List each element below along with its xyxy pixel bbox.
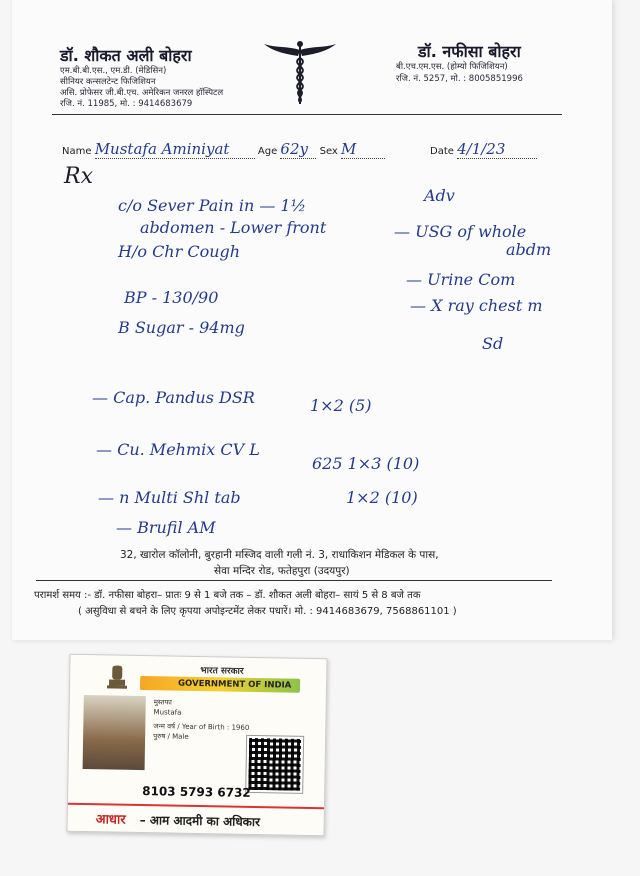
holder-name: Mustafa xyxy=(153,708,182,717)
advice-item: — X ray chest m xyxy=(410,296,543,315)
advice-heading: Adv xyxy=(424,186,455,205)
aadhaar-slogan: – आम आदमी का अधिकार xyxy=(139,813,261,830)
patient-age: 62y xyxy=(280,140,308,158)
medication-dose: 1×2 (5) xyxy=(310,396,372,415)
gov-hindi: भारत सरकार xyxy=(200,666,244,677)
right-doctor-reg: रजि. नं. 5257, मो. : 8005851996 xyxy=(396,74,523,84)
medication-name: — Cap. Pandus DSR xyxy=(92,388,255,407)
left-doctor-role: सीनियर कन्सलटेन्ट फिजिशियन xyxy=(60,77,156,87)
complaint-line: H/o Chr Cough xyxy=(118,242,241,261)
advice-item: abdm xyxy=(506,240,552,259)
medication-name: — Cu. Mehmix CV L xyxy=(96,440,260,459)
clinic-address-line2: सेवा मन्दिर रोड, फतेहपुरा (उदयपुर) xyxy=(214,565,350,577)
gov-english: GOVERNMENT OF INDIA xyxy=(177,678,292,691)
holder-yob: जन्म वर्ष / Year of Birth : 1960 xyxy=(153,722,250,732)
holder-gender: पुरुष / Male xyxy=(153,732,189,741)
visit-date: 4/1/23 xyxy=(457,140,506,158)
clinic-address-line1: 32, खारोल कॉलोनी, बुरहानी मस्जिद वाली गली नं. 3, राधाकिशन मेडिकल के पास, xyxy=(120,549,439,561)
caduceus-icon xyxy=(262,38,338,106)
patient-name: Mustafa Aminiyat xyxy=(94,140,230,158)
medication-dose: 625 1×3 (10) xyxy=(312,454,420,473)
left-doctor-affiliation: असि. प्रोफेसर जी.बी.एच. अमेरिकन जनरल हॉस्पिटल xyxy=(60,88,224,98)
complaint-line: c/o Sever Pain in — 1½ xyxy=(118,196,307,215)
header-divider xyxy=(52,114,562,115)
right-doctor-name: डॉ. नफीसा बोहरा xyxy=(418,42,521,61)
holder-name-hindi: मुस्तफा xyxy=(153,698,172,707)
advice-item: — USG of whole xyxy=(394,222,527,241)
medication-dose: 1×2 (10) xyxy=(346,488,418,507)
prescription-sheet xyxy=(12,0,612,640)
aadhaar-card xyxy=(66,654,327,836)
footer-divider xyxy=(36,580,552,581)
sex-label: Sex xyxy=(319,146,338,157)
qr-code xyxy=(246,736,303,793)
rx-symbol: Rx xyxy=(64,164,93,189)
medication-name: — n Multi Shl tab xyxy=(98,488,241,507)
complaint-line: abdomen - Lower front xyxy=(140,218,327,237)
complaint-line: B Sugar - 94mg xyxy=(118,318,245,337)
complaint-line: BP - 130/90 xyxy=(124,288,219,307)
name-label: Name xyxy=(62,146,92,157)
medication-name: — Brufil AM xyxy=(116,518,216,537)
left-doctor-degree: एम.बी.बी.एस., एम.डी. (मेडिसिन) xyxy=(60,66,167,76)
aadhaar-number: 8103 5793 6732 xyxy=(142,784,251,800)
patient-info-row xyxy=(62,140,385,159)
patient-sex: M xyxy=(341,140,357,158)
date-row xyxy=(430,140,537,159)
left-doctor-reg: रजि. नं. 11985, मो. : 9414683679 xyxy=(60,99,193,109)
doctor-initial-sign: Sd xyxy=(482,334,504,353)
age-label: Age xyxy=(257,146,278,157)
consultation-timings: परामर्श समय :- डॉ. नफीसा बोहरा– प्रातः 9 से 1 बजे तक – डॉ. शौकत अली बोहरा– सायं 5 से 8 बजे तक xyxy=(34,590,421,601)
right-doctor-degree: बी.एच.एम.एस. (होम्यो फिजिशियन) xyxy=(396,62,508,72)
date-label: Date xyxy=(430,146,454,157)
aadhaar-footer xyxy=(67,803,323,835)
appointment-note: ( असुविधा से बचने के लिए कृपया अपोइन्टमेंट लेकर पधारें। मो. : 9414683679, 7568861101 ) xyxy=(78,606,457,617)
aadhaar-brand: आधार xyxy=(95,812,126,828)
holder-photo xyxy=(83,695,146,770)
national-emblem-icon xyxy=(104,661,131,691)
left-doctor-name: डॉ. शौकत अली बोहरा xyxy=(60,46,192,65)
advice-item: — Urine Com xyxy=(406,270,516,289)
